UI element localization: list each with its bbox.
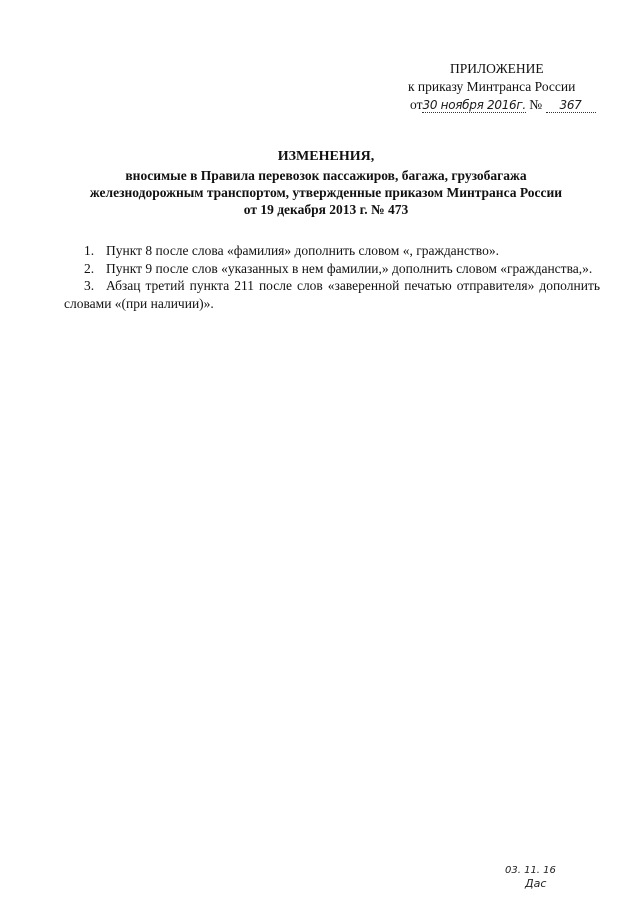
amendment-number: 3. xyxy=(84,278,95,293)
amendment-item xyxy=(64,242,600,260)
amendments-list xyxy=(64,242,600,312)
amendment-text: Пункт 8 после слова «фамилия» дополнить словом «, гражданство». xyxy=(106,243,499,258)
appendix-order-reference: к приказу Минтранса России xyxy=(408,79,576,94)
document-title xyxy=(40,148,612,218)
title-line-3: от 19 декабря 2013 г. № 473 xyxy=(243,202,409,217)
handwritten-note-date: 03. 11. 16 xyxy=(505,865,556,876)
amendment-item xyxy=(64,260,600,278)
number-prefix: № xyxy=(529,97,543,112)
amendment-number: 2. xyxy=(84,260,95,276)
amendment-item xyxy=(64,277,600,312)
amendment-number: 1. xyxy=(84,243,95,258)
handwritten-note xyxy=(505,864,585,890)
appendix-date-number xyxy=(400,96,600,114)
appendix-label: ПРИЛОЖЕНИЕ xyxy=(450,61,544,76)
handwritten-order-number: 367 xyxy=(546,98,596,113)
date-prefix: от xyxy=(410,97,423,112)
title-line-2: железнодорожным транспортом, утвержденные приказом Минтранса России xyxy=(89,185,563,200)
handwritten-date: 30 ноября 2016г. xyxy=(422,98,526,112)
appendix-header xyxy=(400,60,600,114)
handwritten-initials: Дас xyxy=(525,877,547,890)
title-line-1: вносимые в Правила перевозок пассажиров, багажа, грузобагажа xyxy=(125,168,527,183)
amendment-text: Абзац третий пункта 211 после слов «заверенной печатью отправителя» дополнить словами «(при наличии)». xyxy=(64,278,600,311)
title-heading: ИЗМЕНЕНИЯ, xyxy=(277,149,375,164)
amendment-text: Пункт 9 после слов «указанных в нем фамилии,» дополнить словом «гражданства,». xyxy=(106,260,593,276)
